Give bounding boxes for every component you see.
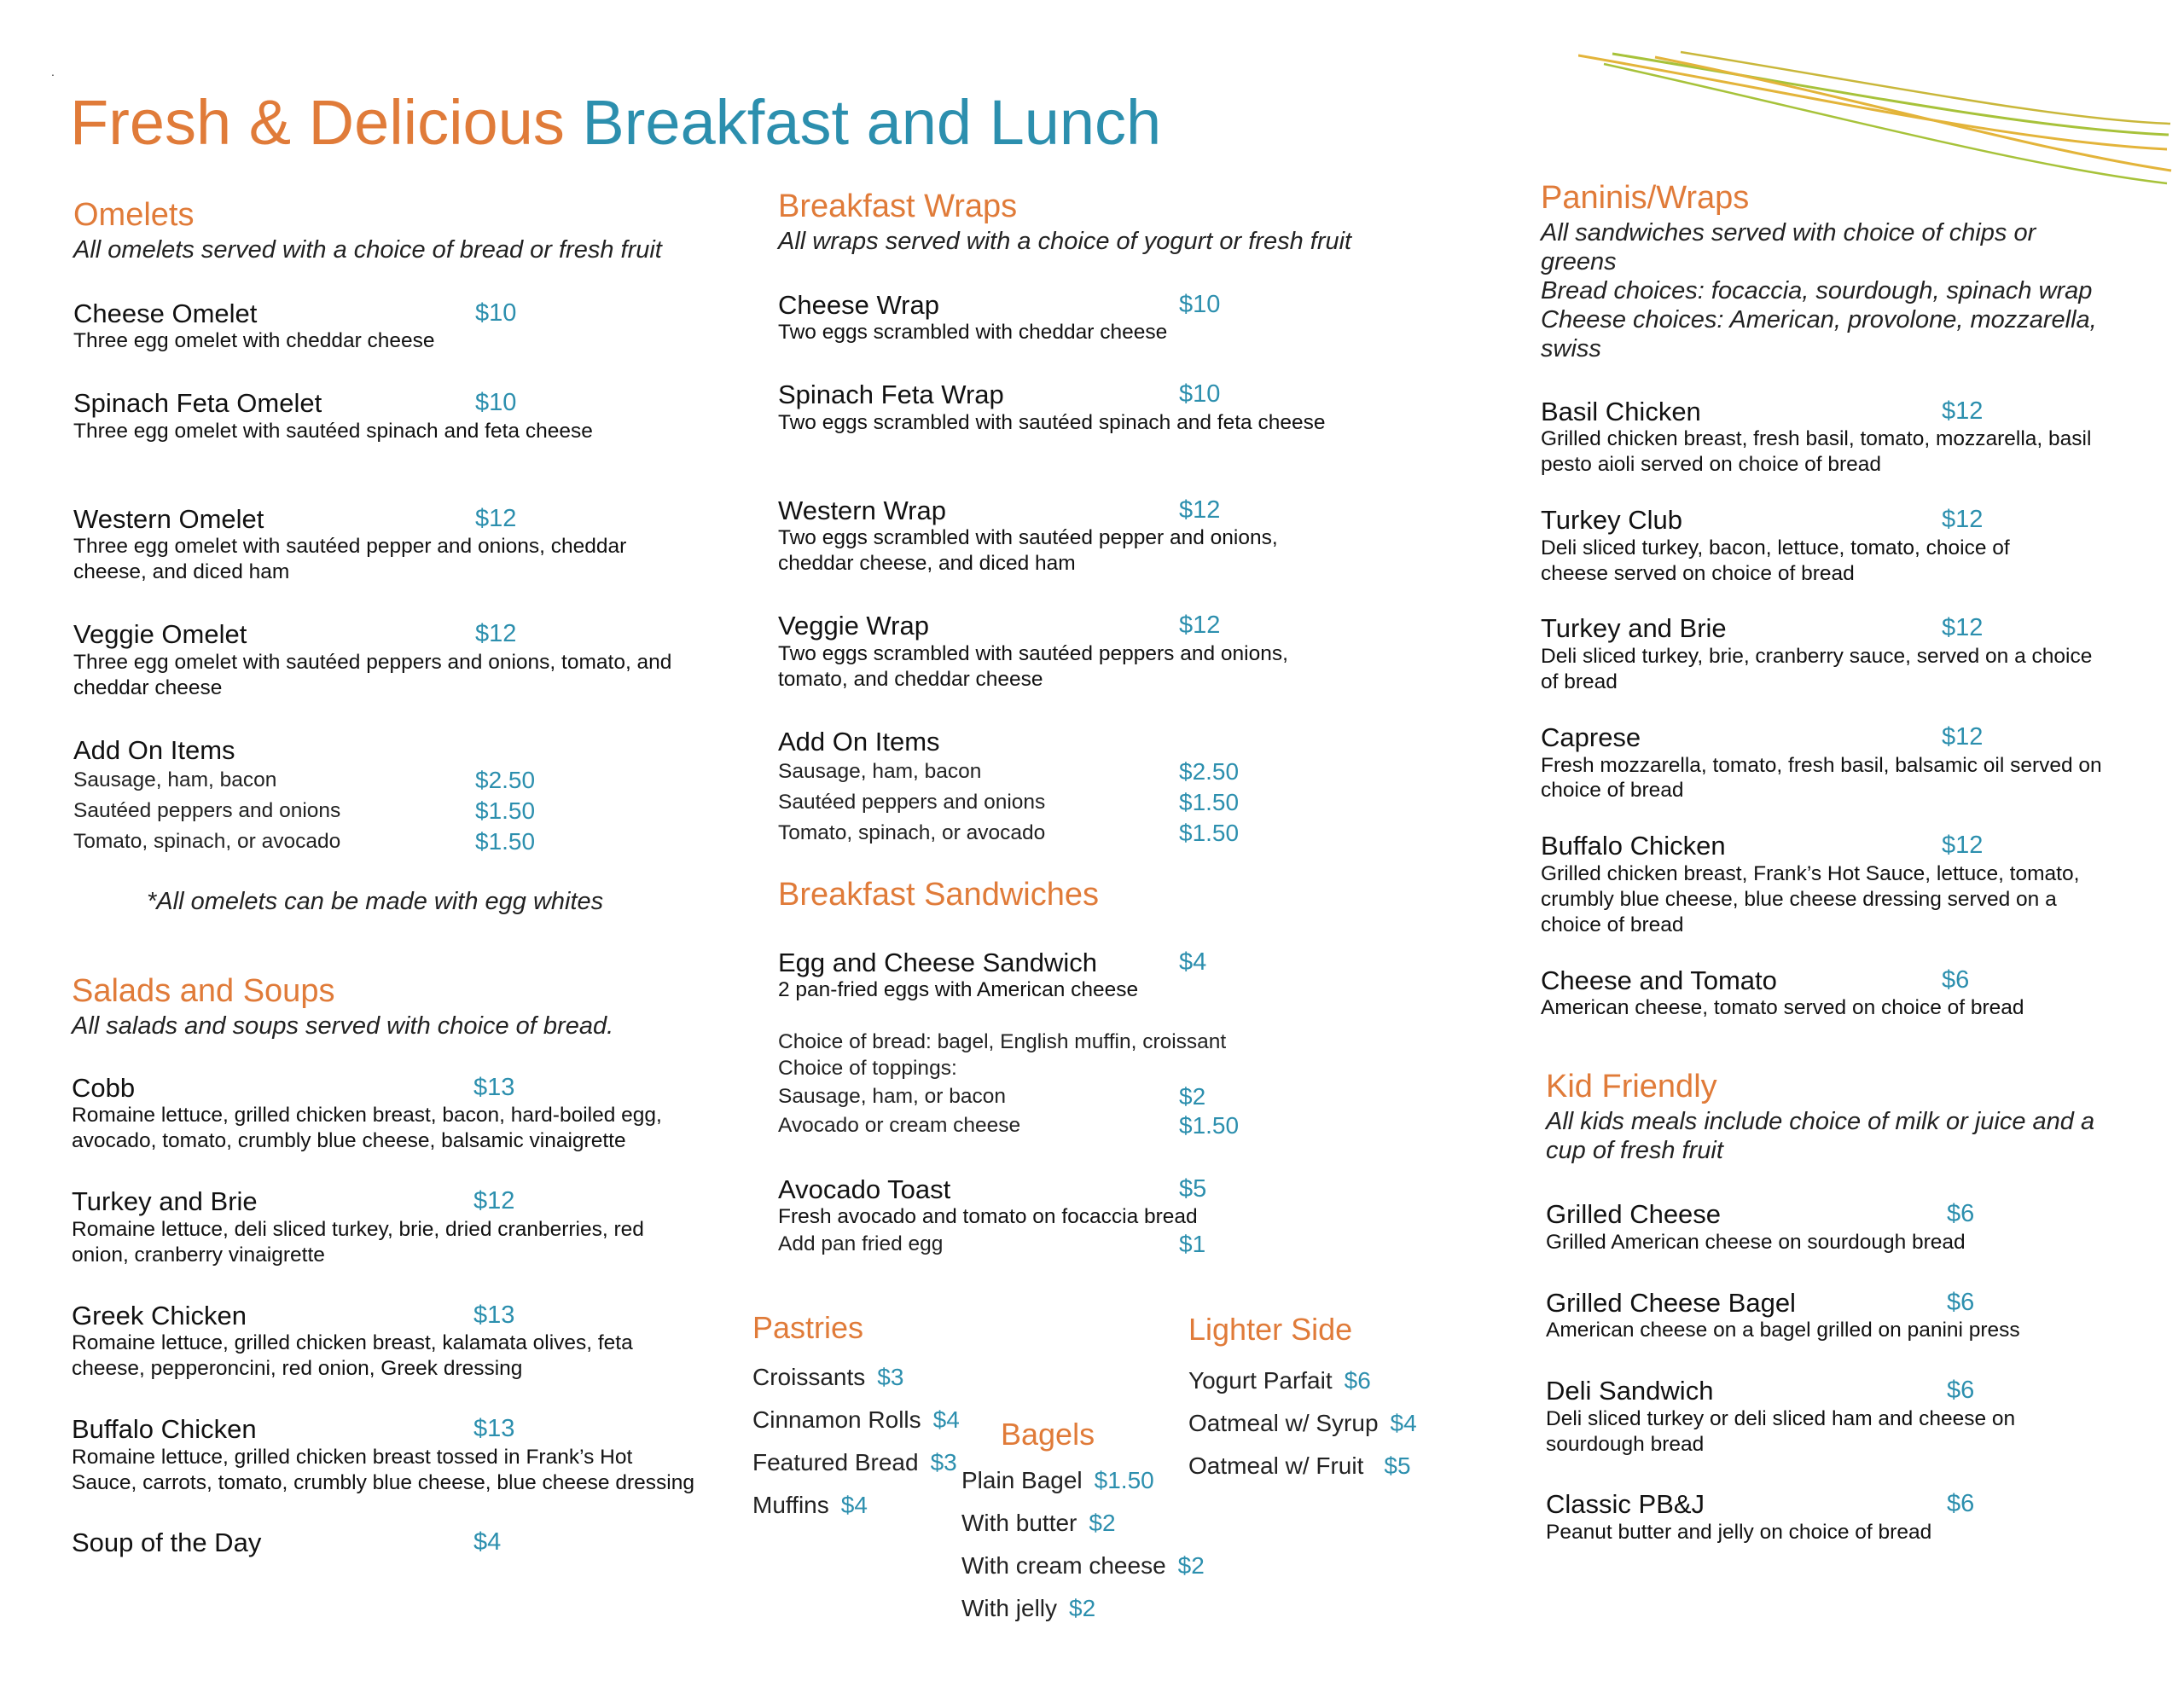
paninis-note-bread: Bread choices: focaccia, sourdough, spinach wrap (1541, 277, 2093, 305)
list-item (1188, 1359, 1461, 1402)
list-item (1188, 1402, 1461, 1445)
item-price: $6 (1947, 1288, 1975, 1316)
item-desc: Romaine lettuce, deli sliced turkey, brie, dried cranberries, red onion, cranberry vinaigrette (72, 1217, 644, 1267)
menu-item (778, 948, 1426, 1004)
list-item (752, 1399, 974, 1441)
addon-price: $1.50 (475, 828, 536, 855)
item-name: With cream cheese (961, 1552, 1166, 1580)
pastries-section (752, 1309, 974, 1527)
item-name: Spinach Feta Wrap (778, 380, 1004, 410)
menu-item (1541, 965, 2129, 1022)
addon-price: $2.50 (1179, 758, 1240, 786)
menu-item (72, 1186, 703, 1267)
lighter-list (1188, 1359, 1461, 1487)
addon-label: Tomato, spinach, or avocado (73, 830, 341, 854)
item-name: With butter (961, 1510, 1077, 1537)
addon-row (778, 1082, 1426, 1111)
item-name: Veggie Omelet (73, 619, 247, 650)
breakfast-sandwiches-section (778, 876, 1426, 1259)
item-desc: Two eggs scrambled with sautéed spinach and feta cheese (778, 410, 1326, 434)
item-name: Turkey and Brie (72, 1186, 258, 1217)
kids-section (1546, 1068, 2135, 1545)
addon-price: $1.50 (1179, 820, 1240, 847)
item-price: $6 (1947, 1200, 1975, 1228)
item-price: $13 (473, 1301, 515, 1329)
item-name: Muffins (752, 1492, 829, 1519)
item-desc: Three egg omelet with sautéed spinach and feta cheese (73, 419, 593, 443)
wraps-note: All wraps served with a choice of yogurt or fresh fruit (778, 227, 1352, 255)
addon-price: $2.50 (475, 767, 536, 794)
item-desc: Grilled chicken breast, Frank’s Hot Sauce, lettuce, tomato, crumbly blue cheese, blue cheese dressing served on a choice of bread (1541, 861, 2080, 936)
item-name: Turkey and Brie (1541, 613, 1727, 644)
item-name: Oatmeal w/ Fruit (1188, 1452, 1364, 1480)
item-price: $4 (932, 1406, 960, 1434)
menu-item (1546, 1489, 2135, 1545)
wraps-title: Breakfast Wraps (778, 188, 1018, 224)
item-name: Greek Chicken (72, 1300, 247, 1330)
paninis-title: Paninis/Wraps (1541, 180, 1750, 216)
pastries-list (752, 1356, 974, 1527)
bread-choice: Choice of bread: bagel, English muffin, croissant (778, 1030, 1227, 1054)
toppings-label: Choice of toppings: (778, 1057, 957, 1081)
addon-price: $1.50 (1179, 1111, 1240, 1139)
wraps-section (778, 188, 1409, 849)
item-price: $4 (840, 1492, 868, 1519)
addon-label: Avocado or cream cheese (778, 1113, 1021, 1137)
item-desc: Three egg omelet with sautéed pepper and onions, cheddar cheese, and diced ham (73, 535, 627, 584)
bagels-section (961, 1416, 1217, 1630)
item-name: Featured Bread (752, 1449, 919, 1476)
item-desc: Fresh mozzarella, tomato, fresh basil, balsamic oil served on choice of bread (1541, 753, 2102, 803)
addon-row (73, 796, 705, 826)
bagels-title: Bagels (1001, 1417, 1095, 1452)
kids-note: All kids meals include choice of milk or juice and a cup of fresh fruit (1546, 1107, 2095, 1164)
item-name: Basil Chicken (1541, 396, 1701, 426)
item-price: $6 (1344, 1367, 1371, 1394)
item-desc: Three egg omelet with sautéed peppers and onions, tomato, and cheddar cheese (73, 650, 672, 699)
list-item (752, 1484, 974, 1527)
item-name: Egg and Cheese Sandwich (778, 947, 1097, 977)
omelets-note: All omelets served with a choice of bread or fresh fruit (73, 235, 662, 264)
item-desc: 2 pan-fried eggs with American cheese (778, 978, 1139, 1002)
item-price: $1.50 (1094, 1467, 1154, 1494)
item-price: $6 (1942, 965, 1970, 994)
item-name: Cheese Wrap (778, 289, 939, 320)
item-name: Spinach Feta Omelet (73, 388, 322, 419)
menu-item (72, 1528, 703, 1558)
list-item (752, 1356, 974, 1399)
item-name: Cinnamon Rolls (752, 1406, 921, 1434)
lighter-side-section (1188, 1311, 1461, 1487)
menu-item (73, 619, 705, 700)
addon-label: Sausage, ham, or bacon (778, 1084, 1006, 1108)
item-price: $12 (1942, 506, 1984, 534)
addon-row (73, 765, 705, 796)
menu-item (72, 1301, 703, 1382)
menu-item (778, 380, 1409, 436)
list-item (961, 1545, 1217, 1587)
item-desc: Fresh avocado and tomato on focaccia bread (778, 1205, 1198, 1229)
item-desc: Romaine lettuce, grilled chicken breast, kalamata olives, feta cheese, pepperoncini, red onion, Greek dressing (72, 1331, 633, 1381)
item-price: $5 (1179, 1174, 1207, 1203)
item-desc: Grilled chicken breast, fresh basil, tomato, mozzarella, basil pesto aioli served on choice of bread (1541, 427, 2092, 477)
addon-row (778, 787, 1409, 818)
item-price: $2 (1177, 1552, 1205, 1580)
menu-item (1541, 397, 2129, 478)
menu-item (73, 388, 705, 444)
menu-item (778, 496, 1409, 577)
addon-row (778, 1111, 1426, 1140)
item-name: Buffalo Chicken (72, 1413, 257, 1444)
item-name: Cobb (72, 1072, 136, 1103)
addon-price: $1.50 (1179, 789, 1240, 816)
item-price: $13 (473, 1073, 515, 1101)
menu-item (778, 290, 1409, 346)
item-desc: Grilled American cheese on sourdough bread (1546, 1230, 1966, 1254)
item-name: Oatmeal w/ Syrup (1188, 1410, 1379, 1437)
list-item (961, 1459, 1217, 1502)
item-name: Soup of the Day (72, 1528, 262, 1558)
item-desc: Deli sliced turkey, bacon, lettuce, tomato, choice of cheese served on choice of bread (1541, 536, 2010, 585)
item-desc: Romaine lettuce, grilled chicken breast, bacon, hard-boiled egg, avocado, tomato, crumbly blue cheese, balsamic vinaigrette (72, 1104, 662, 1153)
item-price: $3 (930, 1449, 957, 1476)
item-name: Grilled Cheese (1546, 1199, 1722, 1230)
item-desc: American cheese on a bagel grilled on panini press (1546, 1319, 2020, 1342)
list-item (1188, 1445, 1461, 1487)
menu-item (72, 1073, 703, 1154)
menu-item (1541, 831, 2129, 937)
item-desc: Romaine lettuce, grilled chicken breast tossed in Frank’s Hot Sauce, carrots, tomato, crumbly blue cheese, blue cheese dressing (72, 1445, 694, 1494)
item-price: $6 (1947, 1377, 1975, 1405)
item-price: $12 (1942, 397, 1984, 425)
item-name: Classic PB&J (1546, 1489, 1705, 1520)
item-desc: American cheese, tomato served on choice of bread (1541, 996, 2024, 1020)
item-desc: Two eggs scrambled with sautéed peppers and onions, tomato, and cheddar cheese (778, 641, 1288, 691)
item-name: Deli Sandwich (1546, 1376, 1714, 1406)
item-name: Western Omelet (73, 503, 264, 534)
paninis-section (1541, 179, 2129, 1021)
addon-label: Sausage, ham, bacon (778, 760, 982, 784)
bagels-list (961, 1459, 1217, 1630)
item-desc: Two eggs scrambled with cheddar cheese (778, 321, 1168, 345)
corner-mark: . (51, 65, 55, 78)
addon-price: $1.50 (475, 797, 536, 825)
item-name: Cheese Omelet (73, 298, 258, 328)
item-name: Croissants (752, 1364, 866, 1391)
item-price: $4 (1390, 1410, 1417, 1437)
addon-row (778, 818, 1409, 849)
omelets-section (73, 196, 705, 916)
menu-item (778, 611, 1409, 692)
item-name: Caprese (1541, 722, 1641, 752)
item-name: Avocado Toast (778, 1174, 951, 1204)
item-price: $12 (1179, 496, 1221, 524)
salads-note: All salads and soups served with choice of bread. (72, 1012, 614, 1040)
list-item (752, 1441, 974, 1484)
addon-row (73, 826, 705, 857)
paninis-note-sides: All sandwiches served with choice of chips or greens (1541, 218, 2036, 275)
item-price: $12 (473, 1187, 515, 1215)
item-name: Yogurt Parfait (1188, 1367, 1333, 1394)
sandwiches-title: Breakfast Sandwiches (778, 877, 1099, 913)
item-price: $12 (1179, 612, 1221, 640)
item-name: Plain Bagel (961, 1467, 1083, 1494)
menu-item (1541, 613, 2129, 694)
item-price: $10 (475, 299, 517, 327)
addon-price: $1 (1179, 1231, 1206, 1258)
item-name: Grilled Cheese Bagel (1546, 1287, 1796, 1318)
item-price: $10 (1179, 290, 1221, 318)
item-price: $2 (1089, 1510, 1116, 1537)
menu-item (1546, 1288, 2135, 1344)
addon-row (778, 1230, 1426, 1259)
menu-item (778, 1174, 1426, 1260)
item-price: $2 (1069, 1595, 1096, 1622)
item-price: $12 (475, 504, 517, 532)
paninis-note-cheese: Cheese choices: American, provolone, mozzarella, swiss (1541, 306, 2097, 363)
addon-label: Sautéed peppers and onions (73, 799, 341, 823)
item-price: $10 (475, 389, 517, 417)
menu-item (1546, 1376, 2135, 1457)
item-desc: Three egg omelet with cheddar cheese (73, 329, 435, 353)
addon-label: Add pan fried egg (778, 1232, 944, 1256)
item-price: $3 (877, 1364, 904, 1391)
title-part-breakfast-lunch: Breakfast and Lunch (582, 87, 1162, 158)
item-desc: Deli sliced turkey or deli sliced ham and cheese on sourdough bread (1546, 1406, 2016, 1456)
item-name: Buffalo Chicken (1541, 831, 1726, 861)
item-name: Western Wrap (778, 495, 946, 525)
kids-title: Kid Friendly (1546, 1069, 1717, 1104)
menu-item (1541, 722, 2129, 803)
salads-section (72, 972, 703, 1558)
addon-label: Tomato, spinach, or avocado (778, 821, 1046, 845)
menu-item (73, 299, 705, 355)
title-part-fresh: Fresh & Delicious (70, 87, 565, 158)
item-price: $6 (1947, 1490, 1975, 1518)
menu-title (70, 85, 1161, 161)
salads-title: Salads and Soups (72, 973, 335, 1009)
item-name: Turkey Club (1541, 505, 1682, 536)
lighter-title: Lighter Side (1188, 1312, 1353, 1347)
menu-item (72, 1414, 703, 1495)
list-item (961, 1502, 1217, 1545)
item-price: $12 (1942, 614, 1984, 642)
item-price: $12 (1942, 832, 1984, 860)
item-name: Veggie Wrap (778, 611, 929, 641)
item-price: $4 (473, 1528, 502, 1557)
addon-row (778, 757, 1409, 787)
menu-item (1546, 1199, 2135, 1255)
item-desc: Peanut butter and jelly on choice of bread (1546, 1521, 1932, 1545)
item-price: $5 (1384, 1452, 1411, 1480)
item-price: $12 (475, 620, 517, 648)
addon-label: Sautéed peppers and onions (778, 791, 1046, 815)
item-name: With jelly (961, 1595, 1058, 1622)
item-price: $4 (1179, 948, 1207, 976)
item-desc: Deli sliced turkey, brie, cranberry sauce, served on a choice of bread (1541, 645, 2093, 693)
item-price: $13 (473, 1414, 515, 1442)
item-desc: Two eggs scrambled with sautéed pepper and onions, cheddar cheese, and diced ham (778, 526, 1278, 576)
menu-item (1541, 505, 2129, 586)
item-name: Cheese and Tomato (1541, 965, 1777, 995)
pastries-title: Pastries (752, 1310, 864, 1345)
list-item (961, 1587, 1217, 1630)
egg-whites-footnote: *All omelets can be made with egg whites (147, 888, 604, 916)
addon-price: $2 (1179, 1082, 1206, 1110)
omelets-title: Omelets (73, 197, 195, 233)
item-price: $10 (1179, 380, 1221, 409)
item-price: $12 (1942, 722, 1984, 751)
addons-title: Add On Items (778, 726, 940, 757)
addon-label: Sausage, ham, bacon (73, 768, 277, 792)
menu-item (73, 504, 705, 585)
decorative-swoosh (1578, 47, 2175, 200)
addons-title: Add On Items (73, 734, 235, 765)
